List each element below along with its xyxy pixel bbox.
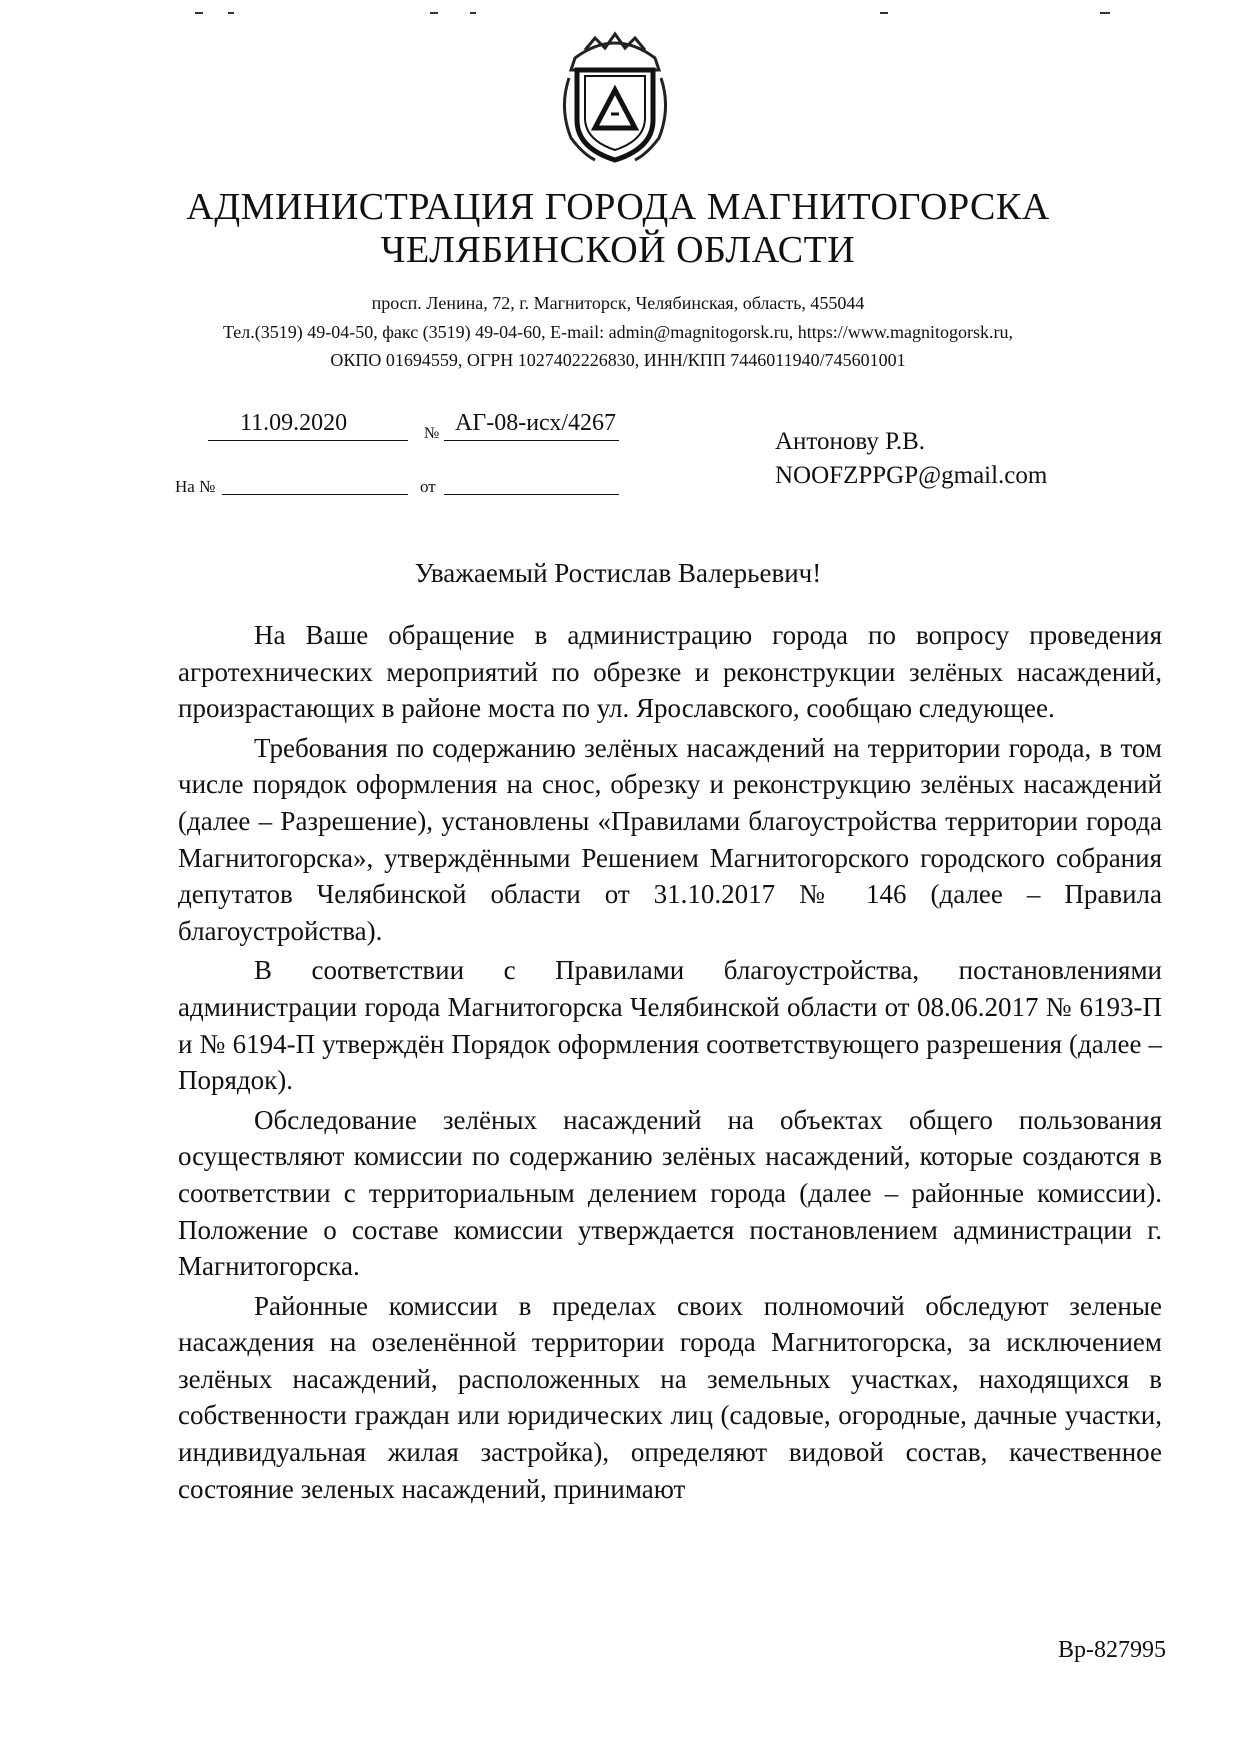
date-underline <box>208 440 408 441</box>
scan-mark <box>880 12 888 14</box>
registry-codes-line: ОКПО 01694559, ОГРН 1027402226830, ИНН/КПП 7446011940/745601001 <box>330 350 906 370</box>
letter-paragraph: Требования по содержанию зелёных насаждений на территории города, в том числе порядок оформления на снос, обрезку и реконструкцию зелёных насаждений (далее – Разрешение), установлены «Правилами благоустройства территории города Магнитогорска», утверждёнными Решением Магнитогорского городского собрания депутатов Челябинской области от 31.10.2017 № 146 (далее – Правила благоустройства). <box>178 732 1162 946</box>
scan-mark <box>1100 12 1110 14</box>
greeting: Уважаемый Ростислав Валерьевич! <box>414 558 822 588</box>
recipient-name: Антонову Р.В. <box>775 428 926 455</box>
city-emblem-icon <box>555 28 675 168</box>
scan-mark <box>470 12 476 14</box>
letter-paragraph: В соответствии с Правилами благоустройства, постановлениями администрации города Магнитогорска Челябинской области от 08.06.2017 № 6193-П и № 6194-П утверждён Порядок оформления соответствующего разрешения (далее – Порядок). <box>178 955 1162 1096</box>
reference-number-label: На № <box>175 477 216 496</box>
letter-paragraph: Районные комиссии в пределах своих полномочий обследуют зеленые насаждения на озеленённой территории города Магнитогорска, за исключением зелёных насаждений, расположенных на земельных участках, находящихся в собственности граждан или юридических лиц (садовые, огородные, дачные участки, индивидуальная жилая застройка), определяют видовой состав, качественное состояние зеленых насаждений, принимают <box>178 1290 1162 1504</box>
scan-mark <box>195 12 203 14</box>
scan-mark <box>430 12 438 14</box>
letter-body <box>178 617 1162 1510</box>
number-sign: № <box>424 425 440 442</box>
letter-number: АГ-08-исх/4267 <box>455 410 617 436</box>
reference-date-underline <box>444 494 619 495</box>
reference-number-underline <box>222 494 408 495</box>
document-code: Вр-827995 <box>1058 1637 1166 1663</box>
letter-date: 11.09.2020 <box>240 410 348 436</box>
letter-paragraph: Обследование зелёных насаждений на объектах общего пользования осуществляют комиссии по содержанию зелёных насаждений, которые создаются в соответствии с территориальным делением города (далее – районные комиссии). Положение о составе комиссии утверждается постановлением администрации г. Магнитогорска. <box>178 1104 1162 1282</box>
address-line: просп. Ленина, 72, г. Магниторск, Челябинская, область, 455044 <box>371 293 865 313</box>
letter-paragraph: На Ваше обращение в администрацию города по вопросу проведения агротехнических мероприятий по обрезке и реконструкции зелёных насаждений, произрастающих в районе моста по ул. Ярославского, сообщаю следующее. <box>178 620 1162 724</box>
contacts-line: Тел.(3519) 49-04-50, факс (3519) 49-04-60, E-mail: admin@magnitogorsk.ru, https://www.magnitogorsk.ru, <box>222 322 1014 342</box>
recipient-email: NOOFZPPGP@gmail.com <box>775 462 1048 489</box>
number-underline <box>444 440 619 441</box>
reference-date-label: от <box>420 477 436 496</box>
organization-title-line1: АДМИНИСТРАЦИЯ ГОРОДА МАГНИТОГОРСКА <box>186 186 1050 228</box>
organization-title-line2: ЧЕЛЯБИНСКОЙ ОБЛАСТИ <box>380 229 856 271</box>
scan-mark <box>228 12 234 14</box>
recipient-block <box>775 425 1047 493</box>
